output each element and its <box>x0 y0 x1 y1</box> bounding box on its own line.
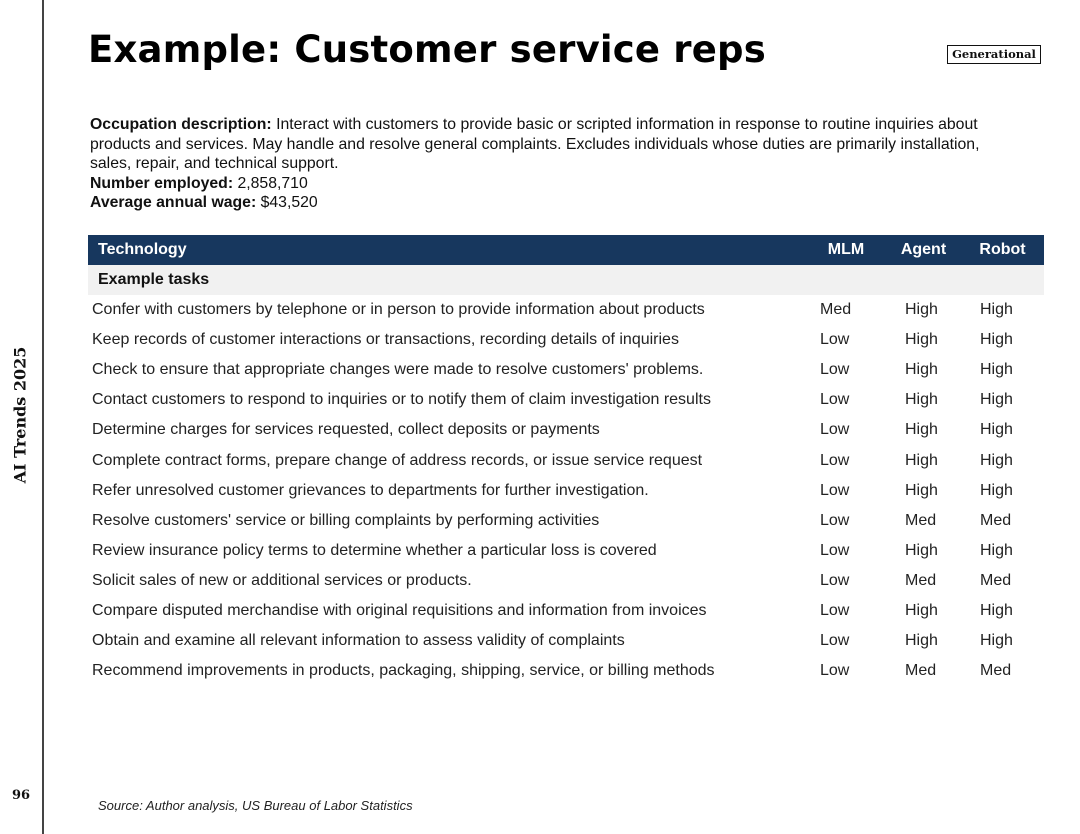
occupation-text: Interact with customers to provide basic or scripted information in response to routine inquiries about products and services. May handle and resolve general complaints. Excludes individuals whose duties are primarily installation, sales, repair, and technical support. <box>90 116 980 172</box>
agent-cell: Med <box>905 662 937 680</box>
header-robot: Robot <box>961 235 1044 265</box>
task-cell: Obtain and examine all relevant information to assess validity of complaints <box>92 632 625 650</box>
header-agent: Agent <box>886 235 961 265</box>
mlm-cell: Low <box>820 601 850 619</box>
wage-label: Average annual wage: <box>90 194 257 211</box>
robot-cell: High <box>980 451 1013 469</box>
task-cell: Keep records of customer interactions or transactions, recording details of inquiries <box>92 331 679 349</box>
table-row <box>88 596 1044 626</box>
agent-cell: High <box>905 601 938 619</box>
table-row <box>88 295 1044 325</box>
table-row <box>88 476 1044 506</box>
mlm-cell: Low <box>820 571 850 589</box>
table-row <box>88 626 1044 656</box>
agent-cell: High <box>905 421 938 439</box>
robot-cell: High <box>980 601 1013 619</box>
agent-cell: High <box>905 451 938 469</box>
robot-cell: Med <box>980 511 1012 529</box>
task-cell: Refer unresolved customer grievances to departments for further investigation. <box>92 481 649 499</box>
agent-cell: High <box>905 541 938 559</box>
header-mlm: MLM <box>806 235 886 265</box>
employed-label: Number employed: <box>90 174 234 192</box>
robot-cell: High <box>980 632 1013 650</box>
agent-cell: High <box>905 632 938 650</box>
robot-cell: High <box>980 301 1013 319</box>
task-cell: Complete contract forms, prepare change of address records, or issue service request <box>92 451 703 469</box>
section-row <box>88 265 1044 295</box>
tasks-table <box>88 235 1044 686</box>
agent-cell: Med <box>905 511 937 529</box>
agent-cell: High <box>905 301 938 319</box>
task-cell: Check to ensure that appropriate changes were made to resolve customers' problems. <box>92 361 704 379</box>
agent-cell: High <box>905 391 938 409</box>
mlm-cell: Low <box>820 421 850 439</box>
task-cell: Resolve customers' service or billing complaints by performing activities <box>92 511 600 529</box>
mlm-cell: Low <box>820 511 850 529</box>
agent-cell: High <box>905 361 938 379</box>
table-row <box>88 415 1044 445</box>
section-label: Example tasks <box>88 265 1044 295</box>
robot-cell: Med <box>980 571 1012 589</box>
mlm-cell: Low <box>820 361 850 379</box>
task-cell: Contact customers to respond to inquiries or to notify them of claim investigation results <box>92 391 711 409</box>
mlm-cell: Low <box>820 451 850 469</box>
page-title: Example: Customer service reps <box>88 28 766 71</box>
agent-cell: High <box>905 331 938 349</box>
task-cell: Determine charges for services requested, collect deposits or payments <box>92 421 600 439</box>
table-row <box>88 506 1044 536</box>
task-cell: Compare disputed merchandise with original requisitions and information from invoices <box>92 601 707 619</box>
robot-cell: High <box>980 391 1013 409</box>
occupation-summary <box>90 115 1025 213</box>
occupation-label: Occupation description: <box>90 116 272 133</box>
robot-cell: High <box>980 331 1013 349</box>
mlm-cell: Low <box>820 541 850 559</box>
agent-cell: High <box>905 481 938 499</box>
running-header: AI Trends 2025 <box>10 346 30 484</box>
task-cell: Solicit sales of new or additional services or products. <box>92 571 472 589</box>
mlm-cell: Low <box>820 331 850 349</box>
mlm-cell: Low <box>820 481 850 499</box>
mlm-cell: Med <box>820 301 852 319</box>
table-row <box>88 445 1044 475</box>
table-row <box>88 656 1044 686</box>
source-note: Source: Author analysis, US Bureau of Labor Statistics <box>98 798 413 813</box>
wage-value: $43,520 <box>260 194 318 211</box>
robot-cell: High <box>980 541 1013 559</box>
mlm-cell: Low <box>820 391 850 409</box>
header-technology: Technology <box>88 235 806 265</box>
table-row <box>88 536 1044 566</box>
table-row <box>88 385 1044 415</box>
robot-cell: High <box>980 361 1013 379</box>
table-header-row <box>88 235 1044 265</box>
page-number: 96 <box>12 788 31 803</box>
robot-cell: Med <box>980 662 1012 680</box>
robot-cell: High <box>980 481 1013 499</box>
mlm-cell: Low <box>820 662 850 680</box>
agent-cell: Med <box>905 571 937 589</box>
table-row <box>88 325 1044 355</box>
page-margin-line <box>42 0 44 834</box>
table-row <box>88 355 1044 385</box>
task-cell: Review insurance policy terms to determine whether a particular loss is covered <box>92 541 657 559</box>
task-cell: Confer with customers by telephone or in person to provide information about products <box>92 301 705 319</box>
mlm-cell: Low <box>820 632 850 650</box>
task-cell: Recommend improvements in products, packaging, shipping, service, or billing methods <box>92 662 715 680</box>
table-row <box>88 566 1044 596</box>
category-badge: Generational <box>947 45 1041 64</box>
robot-cell: High <box>980 421 1013 439</box>
employed-value: 2,858,710 <box>237 174 308 192</box>
